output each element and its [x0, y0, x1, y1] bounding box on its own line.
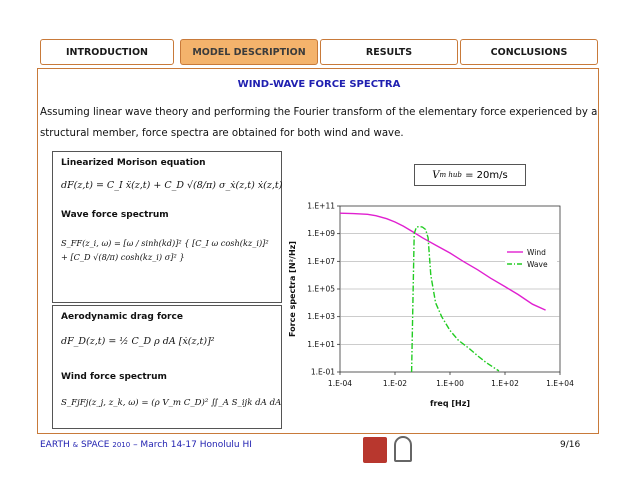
tab-results[interactable]: RESULTS [320, 39, 458, 65]
chart-grid [337, 206, 560, 375]
x-tick-label: 1.E+00 [436, 379, 464, 388]
vhub-subscript: m hub [439, 171, 462, 179]
x-tick-label: 1.E-04 [327, 379, 353, 388]
drag-force-equation: dF_D(z,t) = ½ C_D ρ dA [ẋ(z,t)]² [61, 336, 215, 347]
y-tick-label: 1.E+09 [307, 229, 335, 239]
morison-equation: dF(z,t) = C_I ẍ(z,t) + C_D √(8/π) σ_ẋ(z,t) ẋ(z,t) [61, 180, 283, 191]
legend-label-wave: Wave [527, 260, 548, 269]
page-number: 9/16 [560, 440, 581, 450]
nav-tabs [40, 39, 598, 65]
tab-introduction[interactable]: INTRODUCTION [40, 39, 174, 65]
x-axis-label: freq [Hz] [429, 399, 471, 408]
intro-text: Assuming linear wave theory and performing the Fourier transform of the elementary force experienced by a structural member, force spectra are obtained for both wind and wave. [40, 107, 598, 139]
wave-equations-box [52, 151, 282, 303]
y-tick-label: 1.E+01 [307, 339, 335, 349]
y-tick-label: 1.E-01 [310, 367, 335, 377]
university-logo [363, 437, 387, 463]
chart-series [340, 213, 546, 372]
conference-footer [40, 440, 252, 450]
chart-legend [505, 244, 557, 272]
tab-model-description[interactable]: MODEL DESCRIPTION [180, 39, 318, 65]
wave-spectrum-equation: S_FF(z_i, ω) = [ω / sinh(kd)]² { [C_I ω cosh(kz_i)]² + [C_D √(8/π) cosh(kz_i) σ]² } [61, 238, 269, 262]
force-spectra-chart [282, 200, 592, 416]
x-tick-label: 1.E-02 [382, 379, 408, 388]
tab-conclusions[interactable]: CONCLUSIONS [460, 39, 598, 65]
hub-velocity-box [414, 164, 526, 186]
footer-year: 2010 [112, 441, 131, 449]
legend-label-wind: Wind [527, 248, 546, 257]
footer-space: SPACE [80, 440, 110, 450]
footer-rest: – March 14-17 Honolulu HI [133, 440, 252, 450]
y-tick-label: 1.E+03 [307, 312, 335, 322]
wave-spectrum-label: Wave force spectrum [61, 210, 169, 220]
x-tick-labels [328, 379, 574, 388]
footer-amp: & [72, 441, 79, 449]
series-line-wave [412, 227, 499, 373]
y-tick-labels [307, 202, 335, 377]
y-tick-label: 1.E+07 [307, 256, 335, 266]
footer-earth: EARTH [40, 440, 70, 450]
y-tick-label: 1.E+05 [307, 284, 335, 294]
y-axis-label: Force spectra [N²/Hz] [288, 241, 297, 337]
drag-force-label: Aerodynamic drag force [61, 312, 183, 322]
seal-logo [394, 436, 412, 462]
vhub-symbol: V [432, 169, 440, 181]
wind-equations-box [52, 305, 282, 429]
x-tick-label: 1.E+04 [546, 379, 574, 388]
vhub-value: = 20m/s [465, 169, 508, 181]
wind-spectrum-label: Wind force spectrum [61, 372, 167, 382]
slide-title: WIND-WAVE FORCE SPECTRA [237, 79, 401, 90]
wind-spectrum-equation: S_FjFj(z_j, z_k, ω) = (ρ V_m C_D)² ∬_A S_ijk dA dA [61, 398, 282, 408]
y-tick-label: 1.E+11 [307, 201, 335, 211]
x-tick-label: 1.E+02 [491, 379, 519, 388]
morison-label: Linearized Morison equation [61, 158, 206, 168]
